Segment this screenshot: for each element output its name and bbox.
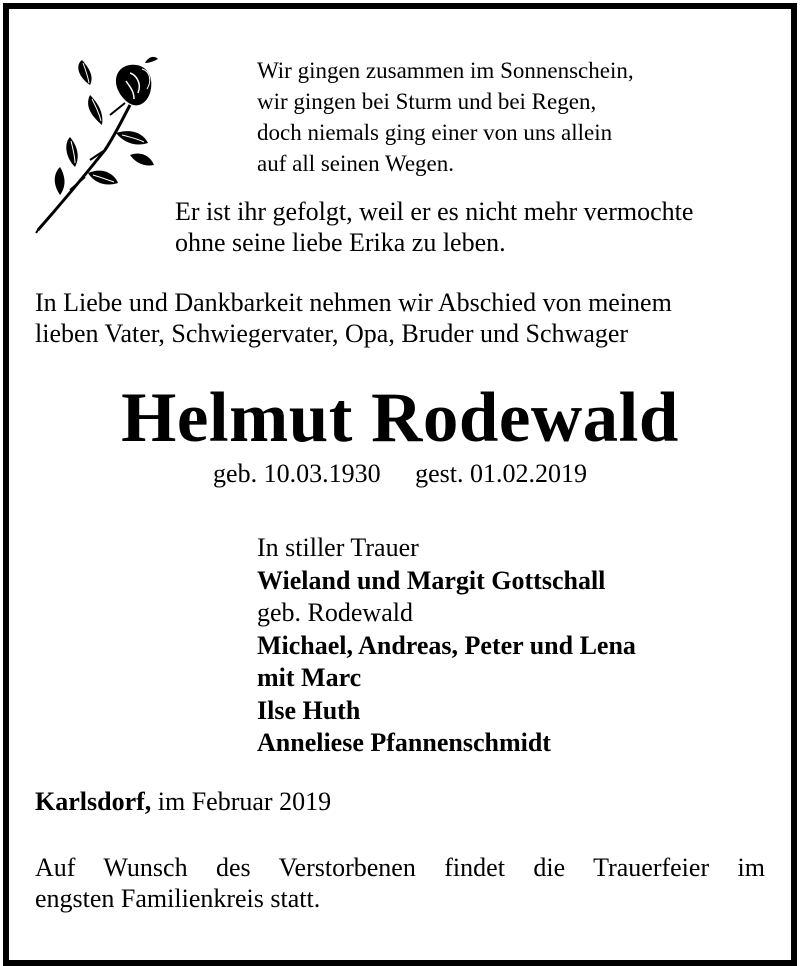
intro-text (175, 196, 693, 258)
place-date (35, 786, 331, 818)
funeral-note (35, 852, 765, 914)
poem-line: wir gingen bei Sturm und bei Regen, (257, 89, 597, 114)
mourner-line: Wieland und Margit Gottschall (257, 565, 606, 595)
farewell-text (35, 287, 672, 349)
birth-date: geb. 10.03.1930 (213, 459, 381, 488)
farewell-line: In Liebe und Dankbarkeit nehmen wir Abschied von meinem (35, 288, 672, 317)
poem-line: doch niemals ging einer von uns allein (257, 120, 613, 145)
deceased-name: Helmut Rodewald (121, 379, 679, 457)
intro-line: ohne seine liebe Erika zu leben. (175, 228, 506, 257)
life-dates (0, 458, 800, 490)
mourner-line: geb. Rodewald (257, 598, 413, 627)
poem-line: auf all seinen Wegen. (257, 151, 454, 176)
note-line: engsten Familienkreis statt. (35, 884, 321, 913)
death-date: gest. 01.02.2019 (415, 459, 587, 488)
mourner-line: Ilse Huth (257, 695, 361, 725)
mourners-heading: In stiller Trauer (257, 533, 419, 562)
place-town: Karlsdorf, (35, 787, 152, 816)
intro-line: Er ist ihr gefolgt, weil er es nicht mehr vermochte (175, 197, 694, 226)
mourner-line: Michael, Andreas, Peter und Lena (257, 630, 636, 660)
mourner-line: mit Marc (257, 663, 362, 692)
place-month: im Februar 2019 (157, 787, 332, 816)
farewell-line: lieben Vater, Schwiegervater, Opa, Bruder und Schwager (35, 319, 629, 348)
mourner-line: Anneliese Pfannenschmidt (257, 728, 551, 757)
mourners-block (257, 532, 636, 760)
poem (257, 55, 634, 179)
note-line: Auf Wunsch des Verstorbenen findet die Trauerfeier im (35, 853, 765, 882)
rose-icon (30, 55, 170, 235)
poem-line: Wir gingen zusammen im Sonnenschein, (257, 58, 634, 83)
